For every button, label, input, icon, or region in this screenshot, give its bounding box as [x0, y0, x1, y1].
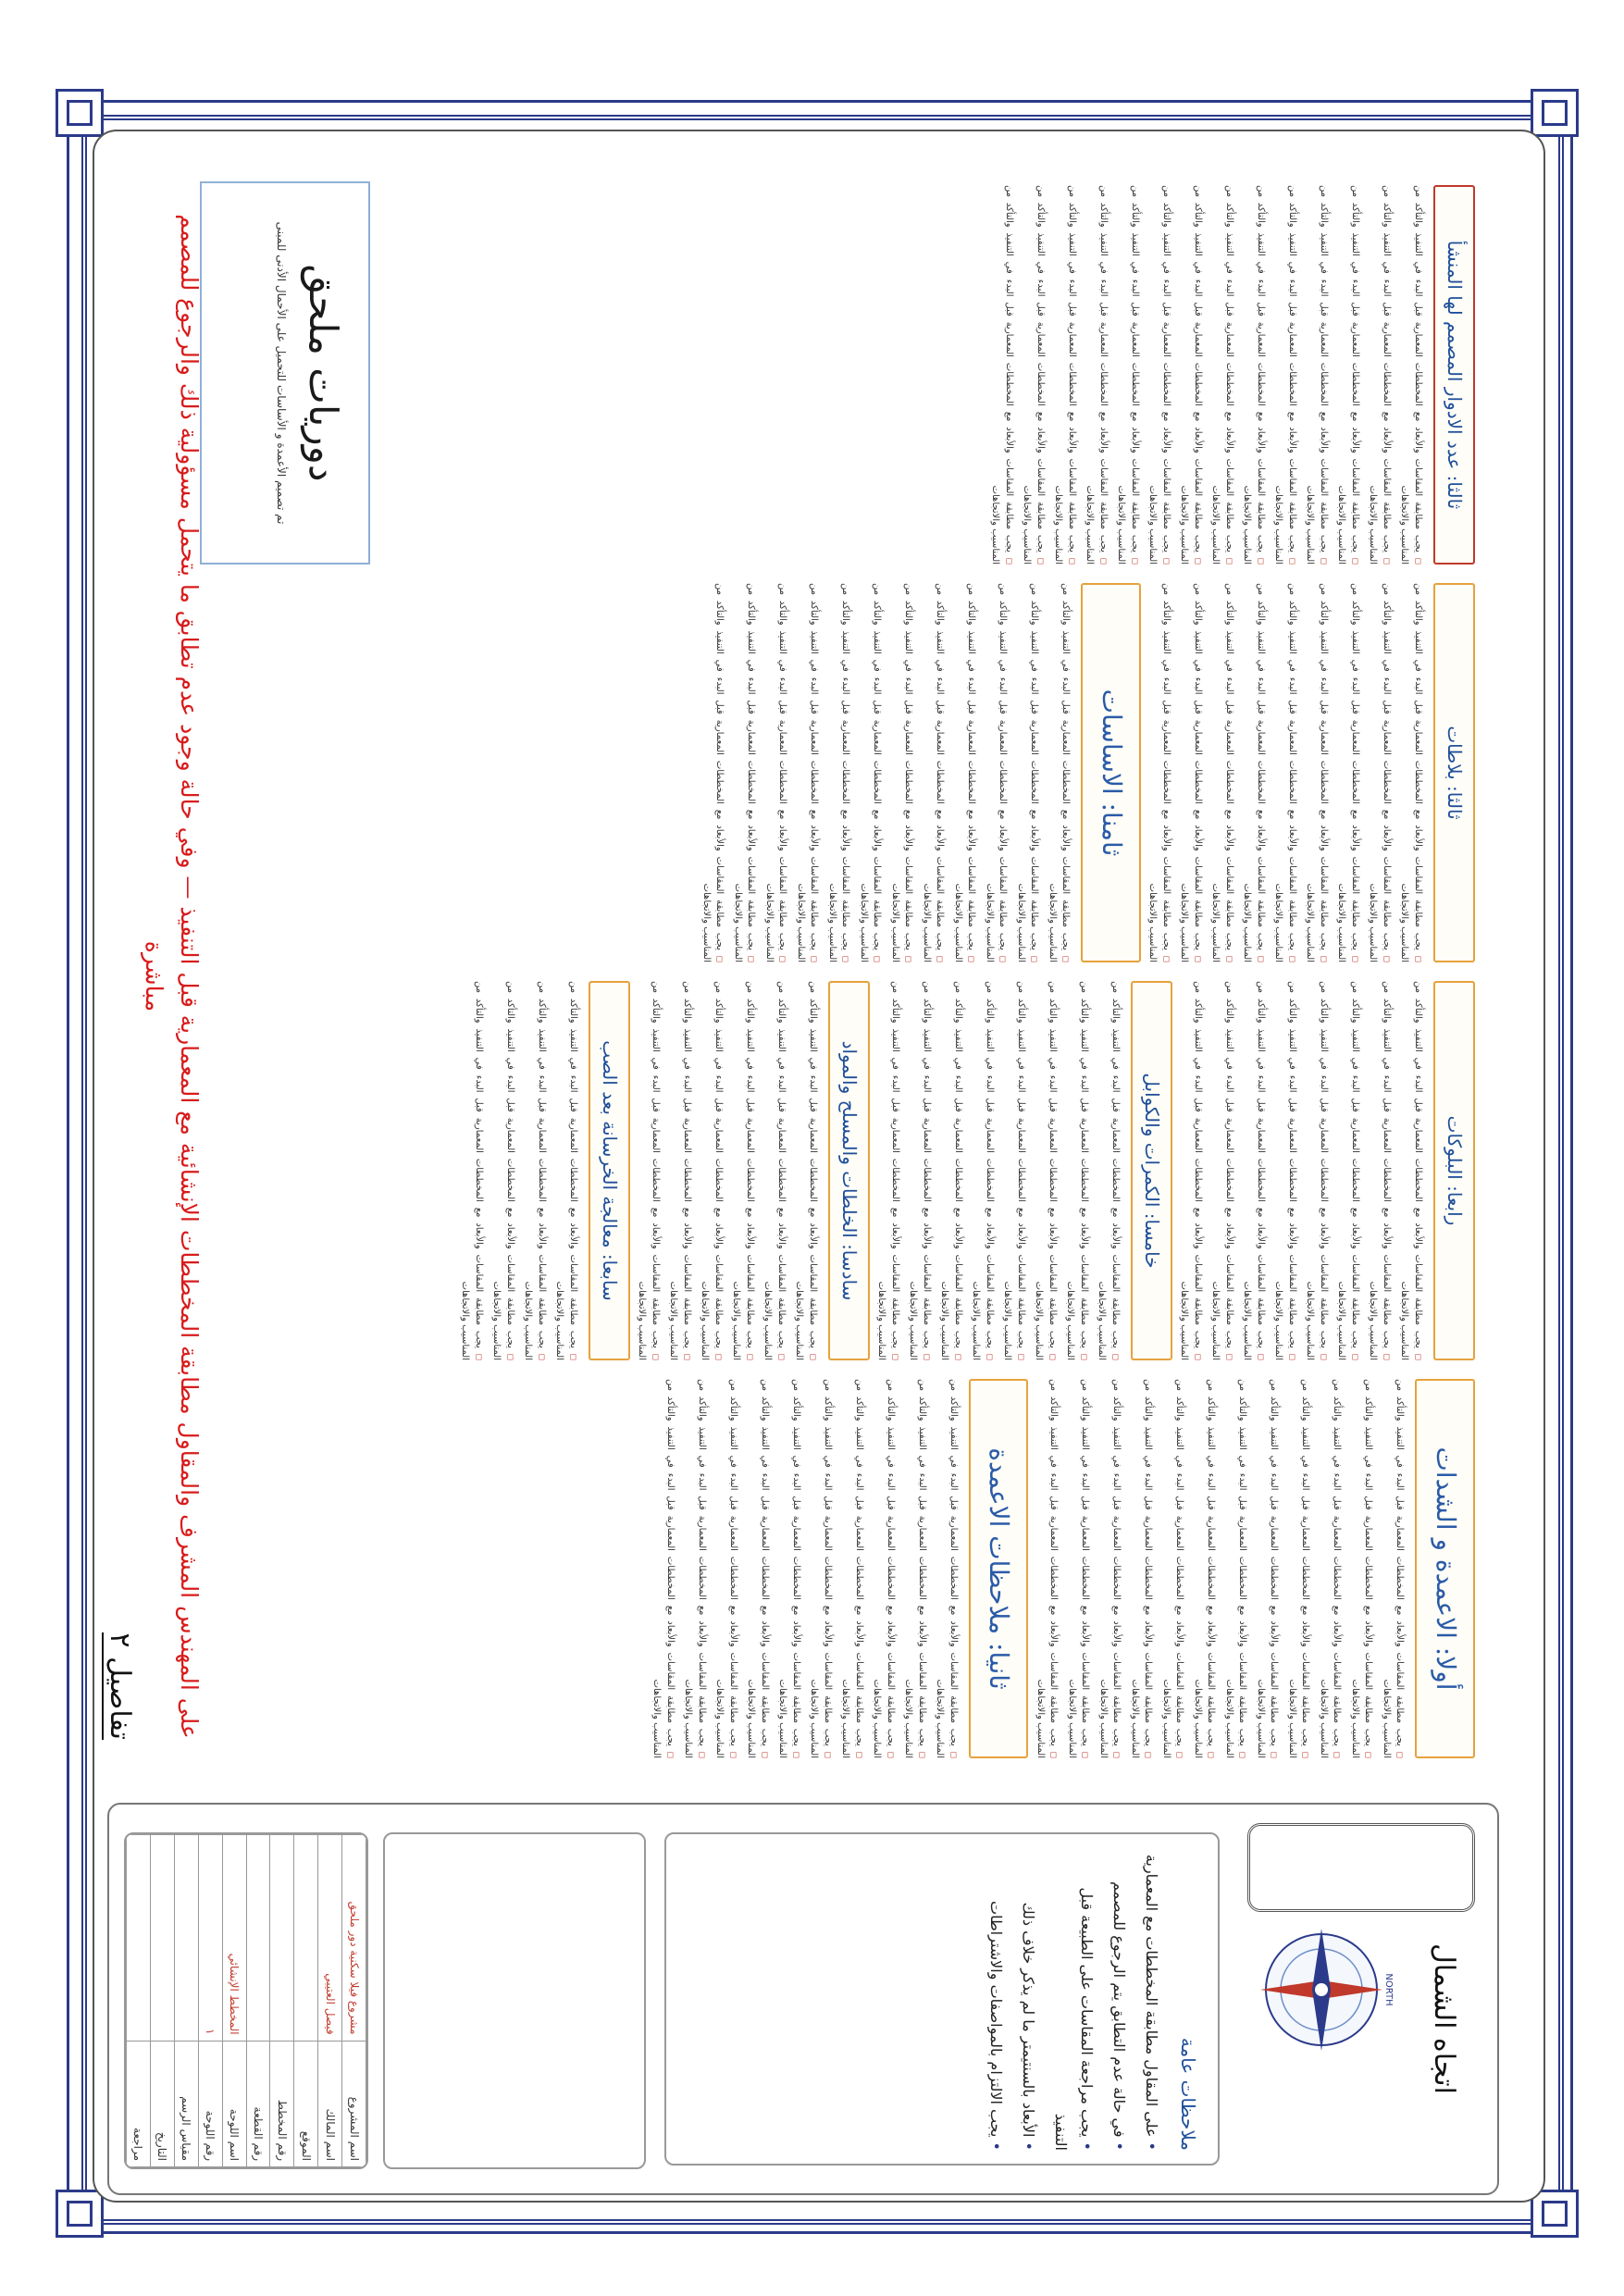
- drawing-title-box: [200, 181, 370, 565]
- table-row: الموقع: [294, 1835, 318, 2167]
- title-block-panel: [107, 1803, 1499, 2195]
- stamp-area: [383, 1832, 646, 2169]
- notes-column-3: [192, 583, 1479, 962]
- general-notes-heading: ملاحظات عامة: [1177, 2037, 1199, 2151]
- notes-list: ◻ يجب مطابقة المقاسات والأبعاد مع المخططات المعمارية قبل البدء في التنفيذ والتأكد من المناسيب والاتجاهات ◻ يجب مطابقة المقاسات والأبعاد مع المخططات المعمارية قبل البدء في التنفيذ والتأكد من المناسيب والاتجاهات ◻ يجب مطابقة المقاسات والأبعاد مع المخططات المعمارية قبل البدء في التنفيذ والتأكد من المناسيب والاتجاهات ◻ يجب مطابقة المقاسات والأبعاد مع المخططات المعمارية قبل البدء في التنفيذ والتأكد من المناسيب والاتجاهات ◻ يجب مطابقة المقاسات والأبعاد مع المخططات المعمارية قبل البدء في التنفيذ والتأكد من المناسيب والاتجاهات ◻ يجب مطابقة المقاسات والأبعاد مع المخططات المعمارية قبل البدء في التنفيذ والتأكد من المناسيب والاتجاهات ◻ يجب مطابقة المقاسات والأبعاد مع المخططات المعمارية قبل البدء في التنفيذ والتأكد من المناسيب والاتجاهات ◻ يجب مطابقة المقاسات والأبعاد مع المخططات المعمارية قبل البدء في التنفيذ والتأكد من المناسيب والاتجاهات: [874, 981, 1122, 1360]
- section-heading-floors: ثالثا: عدد الادوار المصمم لها المنشأ: [1433, 185, 1475, 565]
- notes-list: ◻ يجب مطابقة المقاسات والأبعاد مع المخططات المعمارية قبل البدء في التنفيذ والتأكد من المناسيب والاتجاهات ◻ يجب مطابقة المقاسات والأبعاد مع المخططات المعمارية قبل البدء في التنفيذ والتأكد من المناسيب والاتجاهات ◻ يجب مطابقة المقاسات والأبعاد مع المخططات المعمارية قبل البدء في التنفيذ والتأكد من المناسيب والاتجاهات ◻ يجب مطابقة المقاسات والأبعاد مع المخططات المعمارية قبل البدء في التنفيذ والتأكد من المناسيب والاتجاهات ◻ يجب مطابقة المقاسات والأبعاد مع المخططات المعمارية قبل البدء في التنفيذ والتأكد من المناسيب والاتجاهات ◻ يجب مطابقة المقاسات والأبعاد مع المخططات المعمارية قبل البدء في التنفيذ والتأكد من المناسيب والاتجاهات ◻ يجب مطابقة المقاسات والأبعاد مع المخططات المعمارية قبل البدء في التنفيذ والتأكد من المناسيب والاتجاهات ◻ يجب مطابقة المقاسات والأبعاد مع المخططات المعمارية قبل البدء في التنفيذ والتأكد من المناسيب والاتجاهات ◻ يجب مطابقة المقاسات والأبعاد مع المخططات المعمارية قبل البدء في التنفيذ والتأكد من المناسيب والاتجاهات: [1146, 583, 1424, 962]
- notes-column-2: [192, 981, 1479, 1360]
- section-heading-blocks: رابعا: البلوكات: [1433, 981, 1475, 1360]
- section-heading-slabs: ثالثا: بلاطات: [1433, 583, 1475, 962]
- notes-list: ◻ يجب مطابقة المقاسات والأبعاد مع المخططات المعمارية قبل البدء في التنفيذ والتأكد من المناسيب والاتجاهات ◻ يجب مطابقة المقاسات والأبعاد مع المخططات المعمارية قبل البدء في التنفيذ والتأكد من المناسيب والاتجاهات ◻ يجب مطابقة المقاسات والأبعاد مع المخططات المعمارية قبل البدء في التنفيذ والتأكد من المناسيب والاتجاهات ◻ يجب مطابقة المقاسات والأبعاد مع المخططات المعمارية قبل البدء في التنفيذ والتأكد من المناسيب والاتجاهات ◻ يجب مطابقة المقاسات والأبعاد مع المخططات المعمارية قبل البدء في التنفيذ والتأكد من المناسيب والاتجاهات ◻ يجب مطابقة المقاسات والأبعاد مع المخططات المعمارية قبل البدء في التنفيذ والتأكد من المناسيب والاتجاهات ◻ يجب مطابقة المقاسات والأبعاد مع المخططات المعمارية قبل البدء في التنفيذ والتأكد من المناسيب والاتجاهات ◻ يجب مطابقة المقاسات والأبعاد مع المخططات المعمارية قبل البدء في التنفيذ والتأكد من المناسيب والاتجاهات ◻ يجب مطابقة المقاسات والأبعاد مع المخططات المعمارية قبل البدء في التنفيذ والتأكد من المناسيب والاتجاهات ◻ يجب مطابقة المقاسات والأبعاد مع المخططات المعمارية قبل البدء في التنفيذ والتأكد من المناسيب والاتجاهات: [650, 1379, 960, 1758]
- general-note: • يجب مراجعة المقاسات على الطبيعة قبل التنفيذ: [1047, 1847, 1100, 2151]
- north-label: NORTH: [1383, 1973, 1394, 2006]
- notes-list: ◻ يجب مطابقة المقاسات والأبعاد مع المخططات المعمارية قبل البدء في التنفيذ والتأكد من المناسيب والاتجاهات ◻ يجب مطابقة المقاسات والأبعاد مع المخططات المعمارية قبل البدء في التنفيذ والتأكد من المناسيب والاتجاهات ◻ يجب مطابقة المقاسات والأبعاد مع المخططات المعمارية قبل البدء في التنفيذ والتأكد من المناسيب والاتجاهات ◻ يجب مطابقة المقاسات والأبعاد مع المخططات المعمارية قبل البدء في التنفيذ والتأكد من المناسيب والاتجاهات ◻ يجب مطابقة المقاسات والأبعاد مع المخططات المعمارية قبل البدء في التنفيذ والتأكد من المناسيب والاتجاهات ◻ يجب مطابقة المقاسات والأبعاد مع المخططات المعمارية قبل البدء في التنفيذ والتأكد من المناسيب والاتجاهات ◻ يجب مطابقة المقاسات والأبعاد مع المخططات المعمارية قبل البدء في التنفيذ والتأكد من المناسيب والاتجاهات ◻ يجب مطابقة المقاسات والأبعاد مع المخططات المعمارية قبل البدء في التنفيذ والتأكد من المناسيب والاتجاهات ◻ يجب مطابقة المقاسات والأبعاد مع المخططات المعمارية قبل البدء في التنفيذ والتأكد من المناسيب والاتجاهات ◻ يجب مطابقة المقاسات والأبعاد مع المخططات المعمارية قبل البدء في التنفيذ والتأكد من المناسيب والاتجاهات ◻ يجب مطابقة المقاسات والأبعاد مع المخططات المعمارية قبل البدء في التنفيذ والتأكد من المناسيب والاتجاهات ◻ يجب مطابقة المقاسات والأبعاد مع المخططات المعمارية قبل البدء في التنفيذ والتأكد من المناسيب والاتجاهات: [699, 583, 1072, 962]
- notes-list: ◻ يجب مطابقة المقاسات والأبعاد مع المخططات المعمارية قبل البدء في التنفيذ والتأكد من المناسيب والاتجاهات ◻ يجب مطابقة المقاسات والأبعاد مع المخططات المعمارية قبل البدء في التنفيذ والتأكد من المناسيب والاتجاهات ◻ يجب مطابقة المقاسات والأبعاد مع المخططات المعمارية قبل البدء في التنفيذ والتأكد من المناسيب والاتجاهات ◻ يجب مطابقة المقاسات والأبعاد مع المخططات المعمارية قبل البدء في التنفيذ والتأكد من المناسيب والاتجاهات ◻ يجب مطابقة المقاسات والأبعاد مع المخططات المعمارية قبل البدء في التنفيذ والتأكد من المناسيب والاتجاهات ◻ يجب مطابقة المقاسات والأبعاد مع المخططات المعمارية قبل البدء في التنفيذ والتأكد من المناسيب والاتجاهات: [635, 981, 819, 1360]
- section-heading-beams: خامسا: الكمرات والكوابل: [1131, 981, 1172, 1360]
- section-heading-foundations: ثامنا: الاساسات: [1081, 583, 1141, 962]
- notes-list: ◻ يجب مطابقة المقاسات والأبعاد مع المخططات المعمارية قبل البدء في التنفيذ والتأكد من المناسيب والاتجاهات ◻ يجب مطابقة المقاسات والأبعاد مع المخططات المعمارية قبل البدء في التنفيذ والتأكد من المناسيب والاتجاهات ◻ يجب مطابقة المقاسات والأبعاد مع المخططات المعمارية قبل البدء في التنفيذ والتأكد من المناسيب والاتجاهات ◻ يجب مطابقة المقاسات والأبعاد مع المخططات المعمارية قبل البدء في التنفيذ والتأكد من المناسيب والاتجاهات ◻ يجب مطابقة المقاسات والأبعاد مع المخططات المعمارية قبل البدء في التنفيذ والتأكد من المناسيب والاتجاهات ◻ يجب مطابقة المقاسات والأبعاد مع المخططات المعمارية قبل البدء في التنفيذ والتأكد من المناسيب والاتجاهات ◻ يجب مطابقة المقاسات والأبعاد مع المخططات المعمارية قبل البدء في التنفيذ والتأكد من المناسيب والاتجاهات ◻ يجب مطابقة المقاسات والأبعاد مع المخططات المعمارية قبل البدء في التنفيذ والتأكد من المناسيب والاتجاهات ◻ يجب مطابقة المقاسات والأبعاد مع المخططات المعمارية قبل البدء في التنفيذ والتأكد من المناسيب والاتجاهات ◻ يجب مطابقة المقاسات والأبعاد مع المخططات المعمارية قبل البدء في التنفيذ والتأكد من المناسيب والاتجاهات ◻ يجب مطابقة المقاسات والأبعاد مع المخططات المعمارية قبل البدء في التنفيذ والتأكد من المناسيب والاتجاهات ◻ يجب مطابقة المقاسات والأبعاد مع المخططات المعمارية قبل البدء في التنفيذ والتأكد من المناسيب والاتجاهات: [1033, 1379, 1406, 1758]
- general-note: • في حالة عدم التطابق يتم الرجوع للمصمم: [1105, 1847, 1132, 2151]
- section-heading-mixes: سادسا: الخلطات والمسلح والمواد: [828, 981, 870, 1360]
- north-title-frame: [1247, 1823, 1475, 1912]
- rotated-drawing: [102, 176, 1508, 2212]
- table-row: اسم المشروع مشروع فيلا سكنية دور ملحق: [342, 1835, 366, 2167]
- details-label: تفاصيل ٢: [104, 1632, 136, 1740]
- corner-ornament: [56, 2190, 104, 2238]
- general-note: • الأبعاد بالسنتيمتر ما لم يذكر خلاف ذلك: [1014, 1847, 1041, 2151]
- drawing-title: دوريات ملحق: [301, 264, 346, 482]
- table-row: رقم المخطط: [270, 1835, 294, 2167]
- project-info-table: [124, 1832, 368, 2169]
- corner-ornament: [56, 89, 104, 137]
- warning-note: على المهندس المشرف والمقاول مطابقة المخططات الإنشائية مع المعمارية قبل التنفيذ — وفي حالة وجود عدم تطابق ما يتحمل مسؤولية ذلك والرجوع للمصمم مباشرة: [140, 214, 204, 1739]
- section-heading-curing: سابعا: معالجة الخرسانة بعد الصب: [589, 981, 630, 1360]
- compass-icon: [1247, 1916, 1395, 2064]
- section-heading-columns: أولا: الاعمدة و الشدات: [1415, 1379, 1475, 1758]
- notes-column-1: [192, 1379, 1479, 1758]
- corner-ornament: [1531, 89, 1579, 137]
- structural-notes: [102, 176, 1508, 1777]
- notes-list: ◻ يجب مطابقة المقاسات والأبعاد مع المخططات المعمارية قبل البدء في التنفيذ والتأكد من المناسيب والاتجاهات ◻ يجب مطابقة المقاسات والأبعاد مع المخططات المعمارية قبل البدء في التنفيذ والتأكد من المناسيب والاتجاهات ◻ يجب مطابقة المقاسات والأبعاد مع المخططات المعمارية قبل البدء في التنفيذ والتأكد من المناسيب والاتجاهات ◻ يجب مطابقة المقاسات والأبعاد مع المخططات المعمارية قبل البدء في التنفيذ والتأكد من المناسيب والاتجاهات ◻ يجب مطابقة المقاسات والأبعاد مع المخططات المعمارية قبل البدء في التنفيذ والتأكد من المناسيب والاتجاهات ◻ يجب مطابقة المقاسات والأبعاد مع المخططات المعمارية قبل البدء في التنفيذ والتأكد من المناسيب والاتجاهات ◻ يجب مطابقة المقاسات والأبعاد مع المخططات المعمارية قبل البدء في التنفيذ والتأكد من المناسيب والاتجاهات ◻ يجب مطابقة المقاسات والأبعاد مع المخططات المعمارية قبل البدء في التنفيذ والتأكد من المناسيب والاتجاهات ◻ يجب مطابقة المقاسات والأبعاد مع المخططات المعمارية قبل البدء في التنفيذ والتأكد من المناسيب والاتجاهات ◻ يجب مطابقة المقاسات والأبعاد مع المخططات المعمارية قبل البدء في التنفيذ والتأكد من المناسيب والاتجاهات ◻ يجب مطابقة المقاسات والأبعاد مع المخططات المعمارية قبل البدء في التنفيذ والتأكد من المناسيب والاتجاهات ◻ يجب مطابقة المقاسات والأبعاد مع المخططات المعمارية قبل البدء في التنفيذ والتأكد من المناسيب والاتجاهات ◻ يجب مطابقة المقاسات والأبعاد مع المخططات المعمارية قبل البدء في التنفيذ والتأكد من المناسيب والاتجاهات ◻ يجب مطابقة المقاسات والأبعاد مع المخططات المعمارية قبل البدء في التنفيذ والتأكد من المناسيب والاتجاهات: [988, 185, 1424, 565]
- notes-column-4: [192, 185, 1479, 565]
- north-title: اتجاه الشمال: [1428, 1943, 1460, 2094]
- general-notes-box: [664, 1832, 1220, 2166]
- section-heading-column-notes: ثانيا: ملاحظات الاعمدة: [969, 1379, 1029, 1758]
- table-row: مراجعة: [127, 1835, 151, 2167]
- table-row: رقم القطعة: [246, 1835, 270, 2167]
- notes-list: ◻ يجب مطابقة المقاسات والأبعاد مع المخططات المعمارية قبل البدء في التنفيذ والتأكد من المناسيب والاتجاهات ◻ يجب مطابقة المقاسات والأبعاد مع المخططات المعمارية قبل البدء في التنفيذ والتأكد من المناسيب والاتجاهات ◻ يجب مطابقة المقاسات والأبعاد مع المخططات المعمارية قبل البدء في التنفيذ والتأكد من المناسيب والاتجاهات ◻ يجب مطابقة المقاسات والأبعاد مع المخططات المعمارية قبل البدء في التنفيذ والتأكد من المناسيب والاتجاهات ◻ يجب مطابقة المقاسات والأبعاد مع المخططات المعمارية قبل البدء في التنفيذ والتأكد من المناسيب والاتجاهات ◻ يجب مطابقة المقاسات والأبعاد مع المخططات المعمارية قبل البدء في التنفيذ والتأكد من المناسيب والاتجاهات ◻ يجب مطابقة المقاسات والأبعاد مع المخططات المعمارية قبل البدء في التنفيذ والتأكد من المناسيب والاتجاهات ◻ يجب مطابقة المقاسات والأبعاد مع المخططات المعمارية قبل البدء في التنفيذ والتأكد من المناسيب والاتجاهات: [1177, 981, 1424, 1360]
- general-note: • يجب الالتزام بالمواصفات والاشتراطات: [982, 1847, 1009, 2151]
- table-row: اسم المالك فيصل العتيبي: [318, 1835, 342, 2167]
- corner-ornament: [1531, 2190, 1579, 2238]
- table-row: اسم اللوحة المخطط الإنشائي: [222, 1835, 246, 2167]
- notes-list: ◻ يجب مطابقة المقاسات والأبعاد مع المخططات المعمارية قبل البدء في التنفيذ والتأكد من المناسيب والاتجاهات ◻ يجب مطابقة المقاسات والأبعاد مع المخططات المعمارية قبل البدء في التنفيذ والتأكد من المناسيب والاتجاهات ◻ يجب مطابقة المقاسات والأبعاد مع المخططات المعمارية قبل البدء في التنفيذ والتأكد من المناسيب والاتجاهات ◻ يجب مطابقة المقاسات والأبعاد مع المخططات المعمارية قبل البدء في التنفيذ والتأكد من المناسيب والاتجاهات: [458, 981, 579, 1360]
- drawing-subtitle: تم تصميم الأعمدة و الأساسات للتحميل على الأحمال الأدنى للمبنى: [275, 221, 288, 525]
- table-row: مقياس الرسم: [174, 1835, 198, 2167]
- table-row: التاريخ: [150, 1835, 174, 2167]
- table-row: رقم اللوحة ١: [198, 1835, 222, 2167]
- general-note: • على المقاول مطابقة المخططات مع المعمارية: [1137, 1847, 1164, 2151]
